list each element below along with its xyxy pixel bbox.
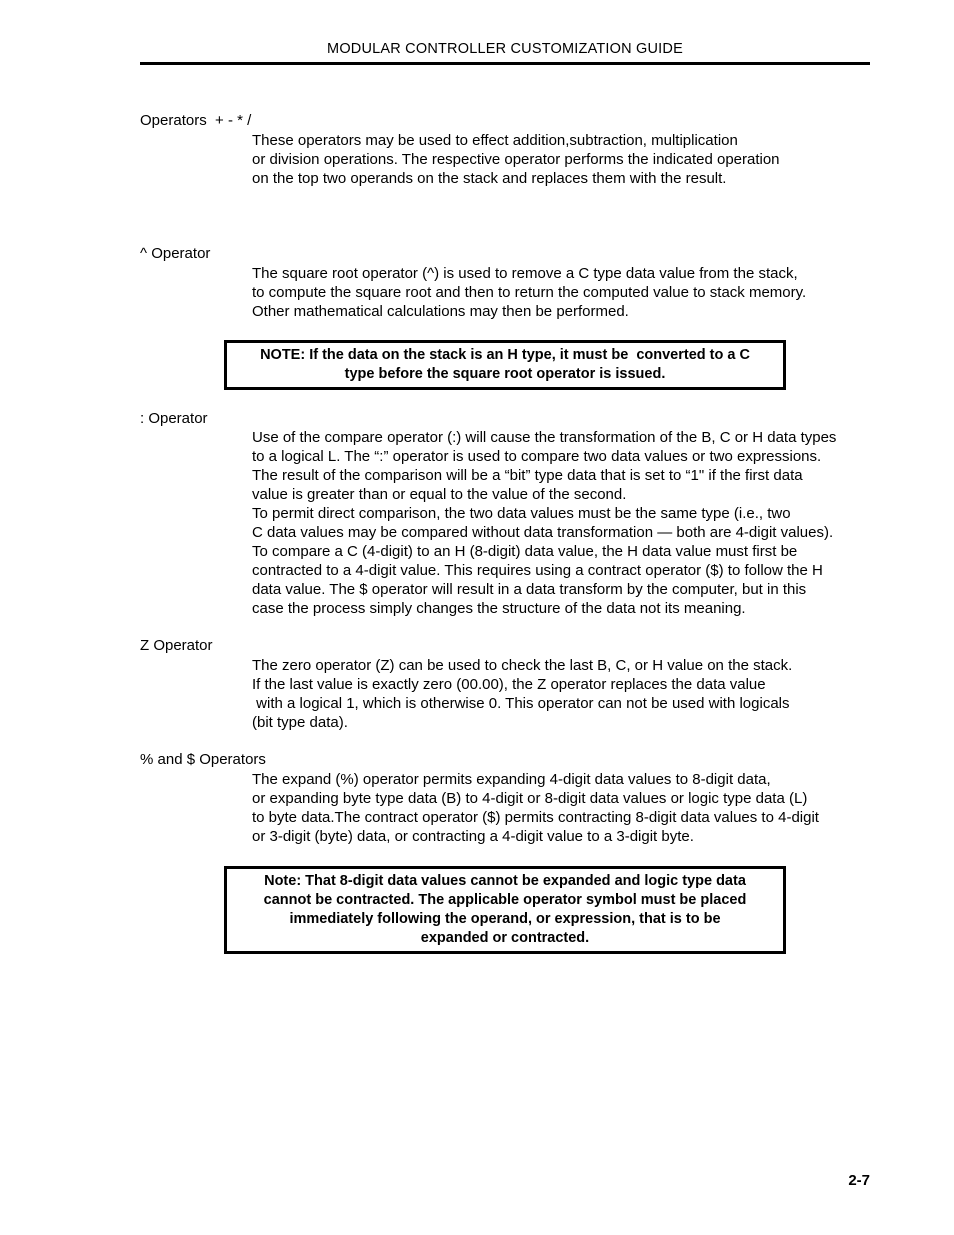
note-box-expand-contract: [224, 866, 786, 954]
body-line: To permit direct comparison, the two data values must be the same type (i.e., two: [252, 505, 791, 522]
body-line: to a logical L. The “:” operator is used to compare two data values or two expressions.: [252, 448, 822, 465]
body-line: case the process simply changes the structure of the data not its meaning.: [252, 600, 746, 617]
body-line: or expanding byte type data (B) to 4-digit or 8-digit data values or logic type data (L): [252, 790, 808, 807]
section-body-arithmetic-operators: [252, 131, 780, 188]
body-line: Other mathematical calculations may then be performed.: [252, 303, 629, 320]
note-line: cannot be contracted. The applicable operator symbol must be placed: [263, 892, 747, 908]
section-body-square-root-operator: [252, 264, 806, 321]
body-line: contracted to a 4-digit value. This requires using a contract operator ($) to follow the H: [252, 562, 823, 579]
body-line: The result of the comparison will be a “bit” type data that is set to “1" if the first data: [252, 467, 803, 484]
section-heading-compare-operator: : Operator: [140, 410, 208, 427]
body-line: to compute the square root and then to return the computed value to stack memory.: [252, 284, 807, 301]
body-line: C data values may be compared without data transformation — both are 4-digit values).: [252, 524, 834, 541]
section-body-zero-operator: [252, 656, 792, 732]
note-line: NOTE: If the data on the stack is an H type, it must be converted to a C: [260, 347, 750, 363]
body-line: or division operations. The respective operator performs the indicated operation: [252, 151, 780, 168]
section-heading-square-root-operator: ^ Operator: [140, 245, 211, 262]
section-heading-arithmetic-operators: Operators + - * /: [140, 112, 252, 129]
note-line: immediately following the operand, or expression, that is to be: [289, 911, 721, 927]
page-number: 2-7: [848, 1172, 870, 1189]
body-line: Use of the compare operator (:) will cause the transformation of the B, C or H data types: [252, 429, 837, 446]
body-line: If the last value is exactly zero (00.00), the Z operator replaces the data value: [252, 676, 766, 693]
note-line: Note: That 8-digit data values cannot be expanded and logic type data: [264, 873, 746, 889]
body-line: or 3-digit (byte) data, or contracting a 4-digit value to a 3-digit byte.: [252, 828, 694, 845]
body-line: value is greater than or equal to the value of the second.: [252, 486, 627, 503]
note-box-square-root: [224, 340, 786, 390]
body-line: The square root operator (^) is used to remove a C type data value from the stack,: [252, 265, 798, 282]
body-line: with a logical 1, which is otherwise 0. This operator can not be used with logicals: [252, 695, 790, 712]
section-heading-expand-contract-operators: % and $ Operators: [140, 751, 266, 768]
body-line: The zero operator (Z) can be used to check the last B, C, or H value on the stack.: [252, 657, 793, 674]
section-heading-zero-operator: Z Operator: [140, 637, 213, 654]
section-body-expand-contract-operators: [252, 770, 819, 846]
body-line: The expand (%) operator permits expanding 4-digit data values to 8-digit data,: [252, 771, 771, 788]
page-header-title: MODULAR CONTROLLER CUSTOMIZATION GUIDE: [327, 41, 683, 57]
header-rule: [140, 62, 870, 65]
body-line: (bit type data).: [252, 714, 348, 731]
body-line: to byte data.The contract operator ($) permits contracting 8-digit data values to 4-digit: [252, 809, 819, 826]
note-line: expanded or contracted.: [420, 930, 590, 946]
body-line: on the top two operands on the stack and replaces them with the result.: [252, 170, 727, 187]
body-line: These operators may be used to effect addition,subtraction, multiplication: [252, 132, 738, 149]
section-body-compare-operator: [252, 428, 836, 618]
body-line: To compare a C (4-digit) to an H (8-digit) data value, the H data value must first be: [252, 543, 798, 560]
note-line: type before the square root operator is issued.: [344, 366, 666, 382]
body-line: data value. The $ operator will result in a data transform by the computer, but in this: [252, 581, 807, 598]
